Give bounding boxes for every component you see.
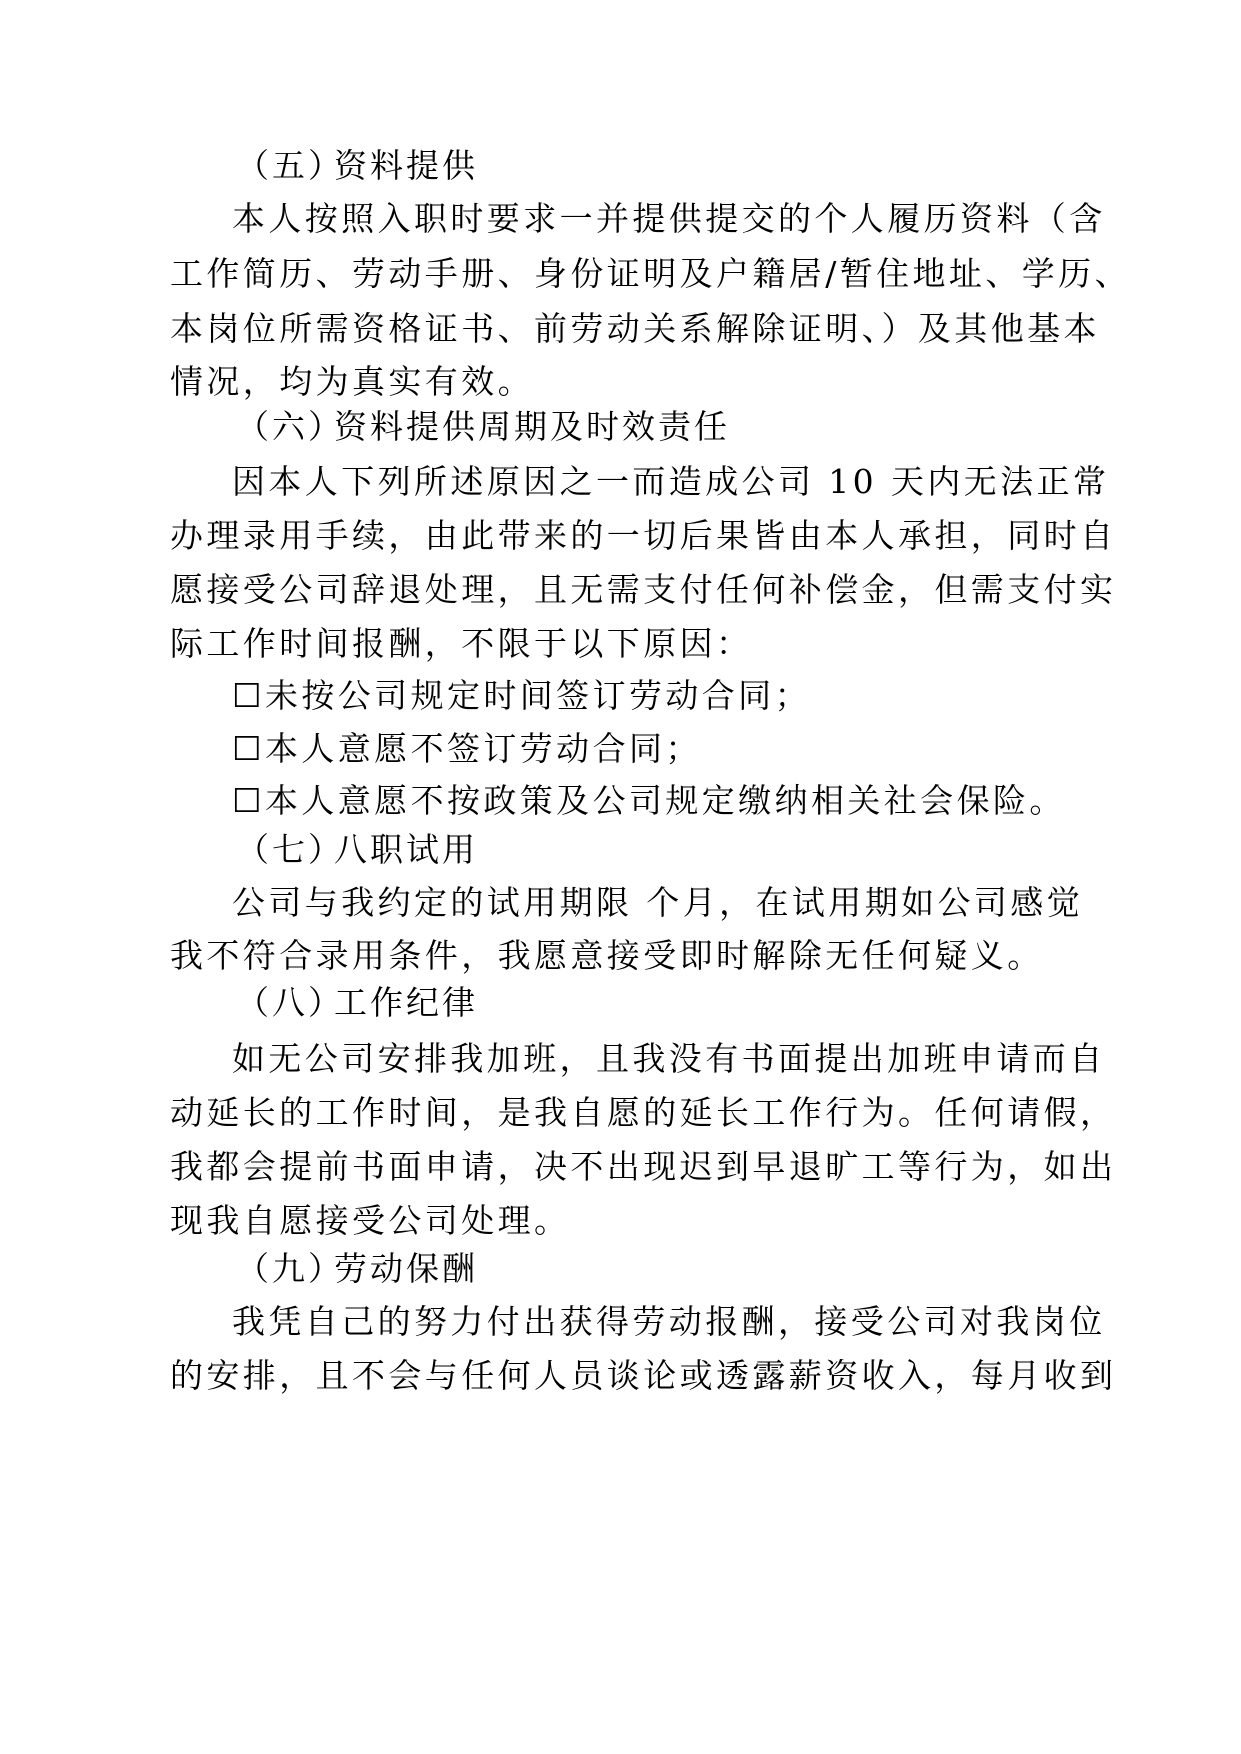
section-8-para-line: 动延长的工作时间，是我自愿的延长工作行为。任何请假， (170, 1093, 1117, 1132)
section-5-title: 资料提供 (334, 146, 478, 185)
section-6-para-line: 际工作时间报酬，不限于以下原因： (170, 624, 753, 663)
section-6-para-line: 因本人下列所述原因之一而造成公司 10 天内无法正常 (232, 462, 1110, 501)
section-6-option: ☐本人意愿不按政策及公司规定缴纳相关社会保险。 (232, 781, 1066, 820)
section-6-title: 资料提供周期及时效责任 (334, 407, 730, 446)
section-9-para-line: 我凭自己的努力付出获得劳动报酬，接受公司对我岗位 (232, 1302, 1106, 1341)
section-5-para-line: 本岗位所需资格证书、前劳动关系解除证明、）及其他基本 (170, 309, 1100, 348)
section-5-heading (236, 146, 478, 186)
section-5-para-line: 情况，均为真实有效。 (170, 362, 534, 401)
section-9-number: （九） (236, 1249, 344, 1288)
section-9-title: 劳动保酬 (334, 1249, 478, 1288)
section-5-para-line: 本人按照入职时要求一并提供提交的个人履历资料（含 (232, 199, 1106, 238)
section-6-option: ☐未按公司规定时间签订劳动合同； (232, 676, 811, 715)
section-7-title: 八职试用 (334, 830, 478, 869)
section-8-title: 工作纪律 (334, 983, 478, 1022)
section-5-para-line: 工作简历、劳动手册、身份证明及户籍居/暂住地址、学历、 (170, 254, 1131, 293)
section-8-number: （八） (236, 983, 344, 1022)
section-8-heading (236, 983, 478, 1023)
section-7-number: （七） (236, 830, 344, 869)
section-6-heading (236, 407, 730, 447)
section-8-para-line: 如无公司安排我加班，且我没有书面提出加班申请而自 (232, 1039, 1106, 1078)
section-7-heading (236, 830, 478, 870)
section-7-para-line: 我不符合录用条件，我愿意接受即时解除无任何疑义。 (170, 936, 1044, 975)
section-9-para-line: 的安排，且不会与任何人员谈论或透露薪资收入，每月收到 (170, 1356, 1117, 1395)
section-8-para-line: 现我自愿接受公司处理。 (170, 1201, 571, 1240)
section-6-para-line: 办理录用手续，由此带来的一切后果皆由本人承担，同时自 (170, 516, 1117, 555)
section-6-option: ☐本人意愿不签订劳动合同； (232, 729, 702, 768)
section-6-para-line: 愿接受公司辞退处理，且无需支付任何补偿金，但需支付实 (170, 570, 1117, 609)
section-5-number: （五） (236, 146, 344, 185)
section-9-heading (236, 1249, 478, 1289)
section-8-para-line: 我都会提前书面申请，决不出现迟到早退旷工等行为，如出 (170, 1147, 1117, 1186)
section-6-number: （六） (236, 407, 344, 446)
section-7-para-line: 公司与我约定的试用期限 个月，在试用期如公司感觉 (232, 883, 1084, 922)
